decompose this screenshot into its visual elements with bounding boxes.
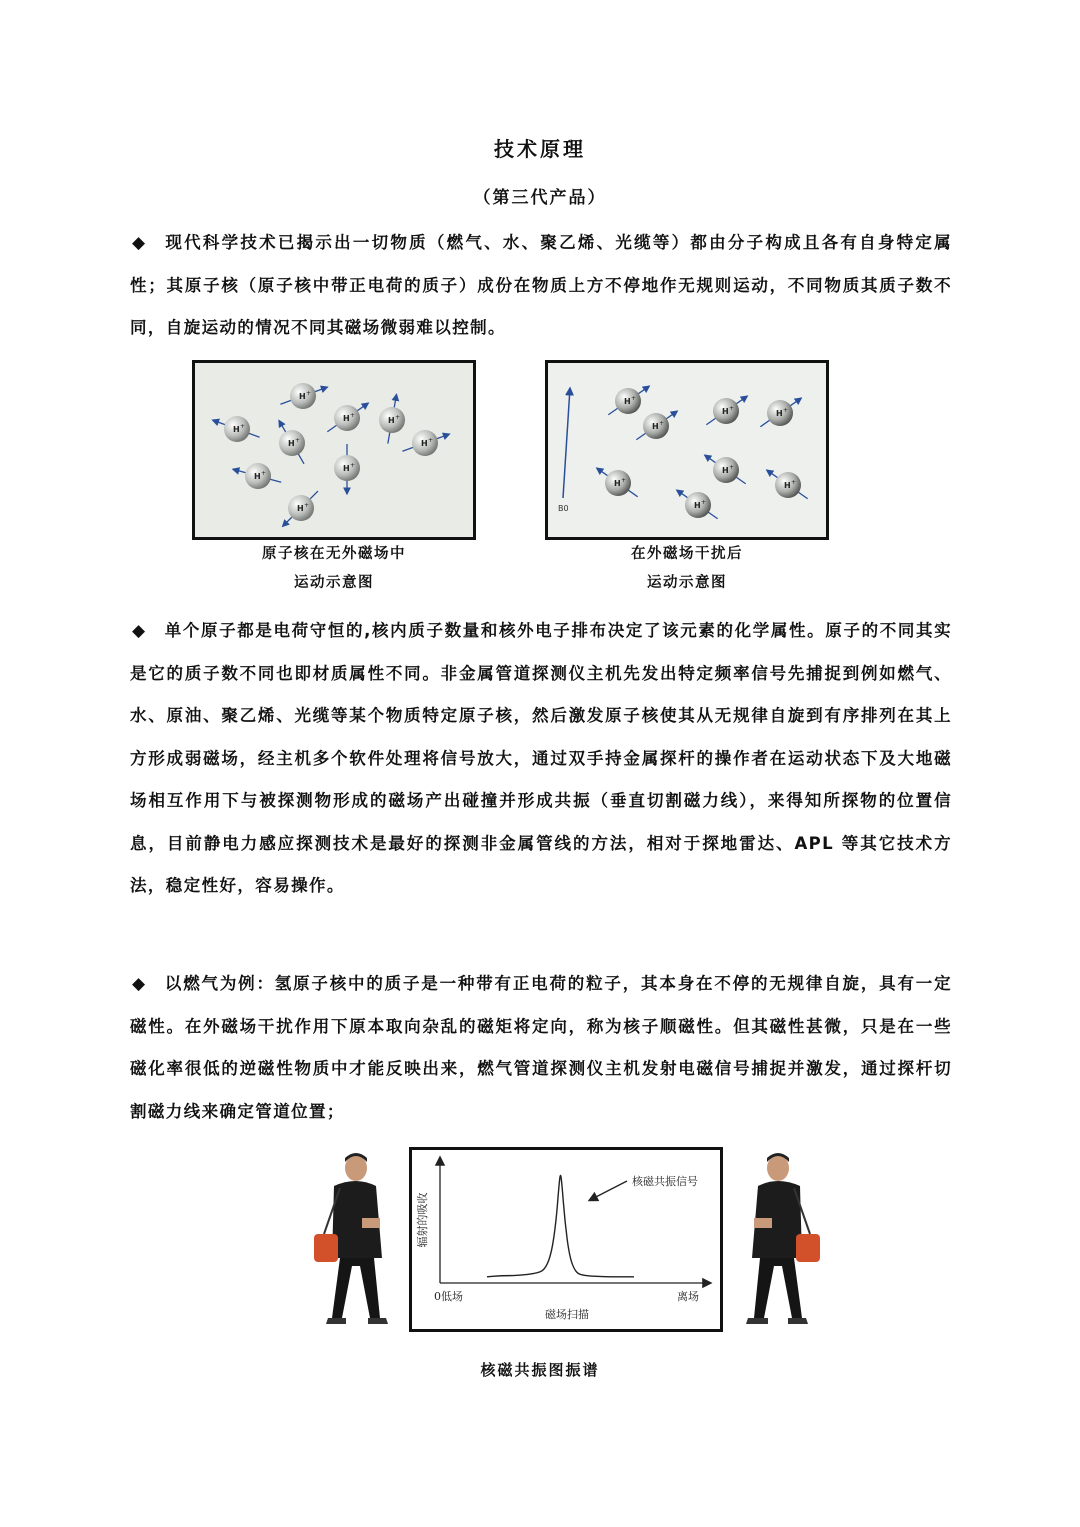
paragraph-1-text: 现代科学技术已揭示出一切物质（燃气、水、聚乙烯、光缆等）都由分子构成且各有自身特定属性；其原子核（原子核中带正电荷的质子）成份在物质上方不停地作无规则运动，不同物质其质子数不同，自旋运动的情况不同其磁场微弱难以控制。 — [130, 233, 952, 337]
page-subtitle: （第三代产品） — [473, 188, 607, 208]
x-tick-left: 0低场 — [434, 1290, 463, 1303]
svg-text:H: H — [421, 439, 428, 448]
paragraph-1 — [130, 222, 952, 350]
operator-left-image — [312, 1148, 404, 1328]
svg-text:H: H — [784, 481, 791, 490]
svg-text:+: + — [395, 414, 401, 421]
svg-text:+: + — [295, 437, 301, 444]
x-axis-label: 磁场扫描 — [545, 1308, 589, 1321]
peak-annotation: 核磁共振信号 — [632, 1175, 698, 1188]
field-label: B0 — [558, 504, 569, 513]
svg-text:H: H — [722, 407, 729, 416]
svg-text:+: + — [261, 470, 267, 477]
svg-text:+: + — [791, 479, 797, 486]
figure-right-caption-line2: 运动示意图 — [647, 575, 727, 591]
bullet-icon: ◆ — [132, 233, 148, 253]
svg-text:+: + — [350, 412, 356, 419]
svg-text:H: H — [694, 501, 701, 510]
svg-text:+: + — [729, 405, 735, 412]
svg-text:H: H — [614, 479, 621, 488]
nuclei-no-field-illustration — [195, 363, 473, 537]
svg-text:H: H — [343, 414, 350, 423]
svg-text:H: H — [299, 392, 306, 401]
nmr-spectrum-plot — [412, 1150, 720, 1329]
figure-nuclei-with-field — [545, 360, 829, 540]
y-axis-label: 辐射的吸收 — [416, 1192, 429, 1248]
operator-right-image — [730, 1148, 822, 1328]
figure-left-caption — [192, 540, 476, 598]
figure-left-caption-line1: 原子核在无外磁场中 — [262, 546, 406, 562]
svg-text:+: + — [240, 423, 246, 430]
nmr-chart — [409, 1147, 723, 1332]
page-title: 技术原理 — [494, 137, 586, 161]
svg-text:H: H — [233, 425, 240, 434]
paragraph-3 — [130, 963, 952, 1133]
svg-text:H: H — [297, 504, 304, 513]
figure-right-caption-line1: 在外磁场干扰后 — [631, 546, 743, 562]
paragraph-2 — [130, 610, 952, 908]
svg-text:H: H — [288, 439, 295, 448]
figure-nuclei-no-field — [192, 360, 476, 540]
svg-text:+: + — [306, 390, 312, 397]
svg-text:+: + — [783, 407, 789, 414]
x-tick-right: 离场 — [677, 1290, 699, 1303]
svg-text:+: + — [350, 462, 356, 469]
svg-text:H: H — [652, 422, 659, 431]
paragraph-3-text: 以燃气为例：氢原子核中的质子是一种带有正电荷的粒子，其本身在不停的无规律自旋，具有一定磁性。在外磁场干扰作用下原本取向杂乱的磁矩将定向，称为核子顺磁性。但其磁性甚微，只是在一些磁化率很低的逆磁性物质中才能反映出来，燃气管道探测仪主机发射电磁信号捕捉并激发，通过探杆切割磁力线来确定管道位置； — [130, 974, 952, 1121]
svg-text:H: H — [624, 397, 631, 406]
svg-text:+: + — [701, 499, 707, 506]
figure-right-caption — [545, 540, 829, 598]
svg-text:H: H — [388, 416, 395, 425]
nuclei-with-field-illustration — [548, 363, 826, 537]
figure-left-caption-line2: 运动示意图 — [294, 575, 374, 591]
bullet-icon: ◆ — [132, 621, 147, 641]
svg-text:H: H — [722, 466, 729, 475]
svg-text:H: H — [776, 409, 783, 418]
svg-text:+: + — [631, 395, 637, 402]
svg-text:+: + — [428, 437, 434, 444]
svg-text:+: + — [304, 502, 310, 509]
bullet-icon: ◆ — [132, 974, 147, 994]
svg-text:+: + — [659, 420, 665, 427]
svg-text:+: + — [729, 464, 735, 471]
svg-text:H: H — [343, 464, 350, 473]
annotation-arrow-icon — [590, 1181, 627, 1200]
series-line — [487, 1175, 634, 1276]
svg-text:+: + — [621, 477, 627, 484]
svg-text:H: H — [254, 472, 261, 481]
paragraph-2-text: 单个原子都是电荷守恒的,核内质子数量和核外电子排布决定了该元素的化学属性。原子的不同其实是它的质子数不同也即材质属性不同。非金属管道探测仪主机先发出特定频率信号先捕捉到例如燃气、水、原油、聚乙烯、光缆等某个物质特定原子核，然后激发原子核使其从无规律自旋到有序排列在其上方形成弱磁场，经主机多个软件处理将信号放大，通过双手持金属探杆的操作者在运动状态下及大地磁场相互作用下与被探测物形成的磁场产出碰撞并形成共振（垂直切割磁力线），来得知所探物的位置信息，目前静电力感应探测技术是最好的探测非金属管线的方法，相对于探地雷达、APL 等其它技术方法，稳定性好，容易操作。 — [130, 621, 952, 895]
nmr-caption: 核磁共振图振谱 — [480, 1361, 600, 1379]
